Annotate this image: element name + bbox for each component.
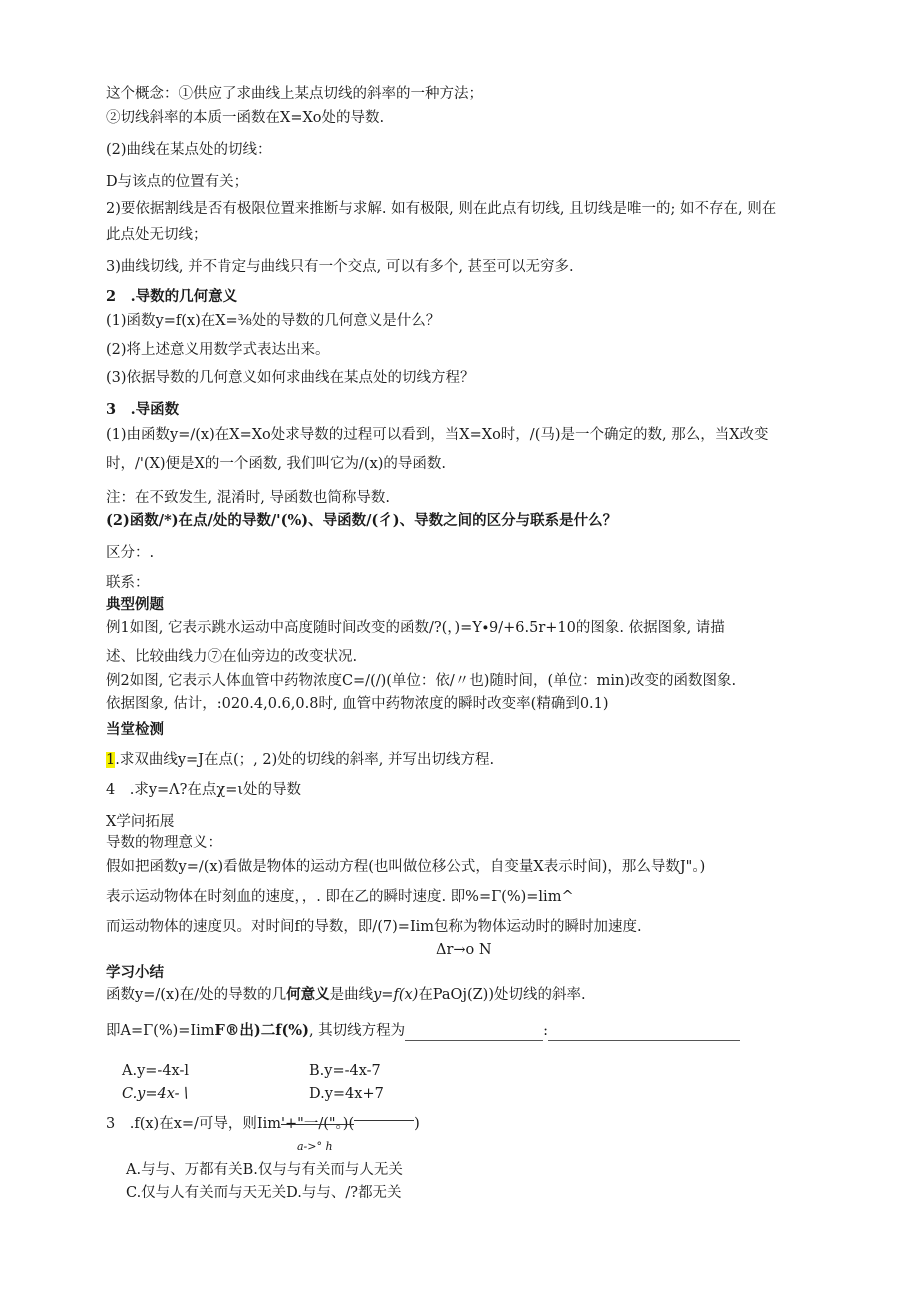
- difference-label: 区分：.: [106, 545, 155, 561]
- geo-heading: 2 .导数的几何意义: [106, 288, 238, 305]
- example-1a: 例1如图, 它表示跳水运动中高度随时间改变的函数/?(，)=Y∙9/+6.5r+10的图象. 依据图象, 请描: [106, 620, 725, 636]
- choice-d: D.y=4x+7: [309, 1086, 384, 1102]
- concept-line-2: ②切线斜率的本质一函数在X=Xo处的导数.: [106, 110, 385, 126]
- question-3-subscript: a->° h: [297, 1140, 333, 1153]
- check-question-1: [106, 750, 494, 770]
- limit-subscript: Δr→o N: [436, 942, 492, 958]
- question-3-close: ): [414, 1116, 420, 1132]
- choice-a: A.y=-4x-l: [122, 1063, 190, 1079]
- tangent-point-2b: 此点处无切线；: [106, 227, 208, 243]
- geo-question-3: (3)依据导数的几何意义如何求曲线在某点处的切线方程？: [106, 370, 475, 386]
- extension-para-2: 表示运动物体在时刻血的速度，，. 即在乙的瞬时速度. 即%=Γ(%)=lim^: [106, 889, 574, 905]
- derived-heading: 3 .导函数: [106, 401, 180, 418]
- summary-2c: , 其切线方程为: [308, 1023, 406, 1039]
- summary-1c: 是曲线: [329, 987, 374, 1003]
- examples-heading: 典型例题: [106, 596, 164, 613]
- derived-question-2: (2)函数/*)在点/处的导数/'(%)、导函数/(彳)、导数之间的区分与联系是什么？: [106, 512, 618, 529]
- choice-c: C.y=4x-∖: [122, 1086, 189, 1102]
- relation-label: 联系：: [106, 575, 150, 591]
- question-3-options-ab: A.与与、万都有关B.仅与与有关而与人无关: [126, 1162, 403, 1178]
- question-3-struck: '+"一/("。)(: [281, 1116, 355, 1132]
- answer-blank-2: [548, 1026, 740, 1041]
- tangent-point-1: D与该点的位置有关；: [106, 174, 249, 190]
- summary-2-separator: :: [543, 1023, 549, 1039]
- extension-para-3: 而运动物体的速度贝。对时间f的导数，即/(7)=Iim包称为物体运动时的瞬时加速度.: [106, 919, 642, 935]
- question-3: [106, 1114, 420, 1134]
- tangent-heading: (2)曲线在某点处的切线：: [106, 142, 272, 158]
- derived-para-1a: (1)由函数y=∕(x)在X=Xo处求导数的过程可以看到，当X=Xo时，/(马)是一个确定的数, 那么，当X改变: [106, 427, 769, 443]
- geo-question-2: (2)将上述意义用数学式表达出来。: [106, 342, 330, 358]
- summary-2a: 即A=Γ(%)=Iim: [106, 1023, 215, 1039]
- question-number-highlight: 1: [106, 752, 116, 768]
- extension-heading: X学问拓展: [106, 814, 175, 830]
- question-3-options-cd: C.仅与人有关而与天无关D.与与、/?都无关: [126, 1185, 402, 1201]
- extension-para-1: 假如把函数y=∕(x)看做是物体的运动方程(也叫做位移公式，自变量X表示时间)，那么导数J"。): [106, 859, 706, 875]
- tangent-point-2a: 2)要依据割线是否有极限位置来推断与求解. 如有极限, 则在此点有切线, 且切线是唯一的; 如不存在, 则在: [106, 201, 777, 217]
- answer-blank-1: [405, 1026, 543, 1041]
- derived-para-1b: 时，/'(X)便是X的一个函数, 我们叫它为/(x)的导函数.: [106, 456, 447, 472]
- question-3-line: [354, 1120, 414, 1129]
- summary-1b: 何意义: [286, 986, 330, 1003]
- summary-para-2: [106, 1021, 740, 1041]
- extension-subheading: 导数的物理意义：: [106, 835, 222, 851]
- question-3-lead: 3 .f(x)在x=/可导，则Iim: [106, 1116, 282, 1132]
- summary-heading: 学习小结: [106, 964, 164, 981]
- check-question-4: 4 .求y=Λ?在点χ=ι处的导数: [106, 782, 302, 798]
- summary-1d: y=f(x): [373, 987, 419, 1003]
- summary-2b: F®出)二f(%): [214, 1022, 309, 1039]
- derived-note: 注：在不致发生, 混淆时, 导函数也简称导数.: [106, 490, 391, 506]
- check-question-1-text: .求双曲线y=J在点(；, 2)处的切线的斜率, 并写出切线方程.: [115, 752, 495, 768]
- summary-1e: 在PaOj(Z))处切线的斜率.: [418, 987, 586, 1003]
- choice-b: B.y=-4x-7: [309, 1063, 381, 1079]
- summary-para-1: [106, 985, 586, 1005]
- check-heading: 当堂检测: [106, 721, 164, 738]
- example-2a: 例2如图, 它表示人体血管中药物浓度C=/(/)(单位：依/〃也)随时间，(单位：min)改变的函数图象.: [106, 673, 737, 689]
- tangent-point-3: 3)曲线切线, 并不肯定与曲线只有一个交点, 可以有多个, 甚至可以无穷多.: [106, 259, 574, 275]
- concept-line-1: 这个概念：①供应了求曲线上某点切线的斜率的一种方法；: [106, 86, 483, 102]
- geo-question-1: (1)函数y=f(x)在X=⅜处的导数的几何意义是什么？: [106, 313, 441, 329]
- example-2b: 依据图象, 估计，:020.4,0.6,0.8时, 血管中药物浓度的瞬时改变率(精确到0.1): [106, 696, 609, 712]
- example-1b: 述、比较曲线力⑦在仙旁边的改变状况.: [106, 649, 358, 665]
- summary-1a: 函数y=/(x)在/处的导数的几: [106, 987, 287, 1003]
